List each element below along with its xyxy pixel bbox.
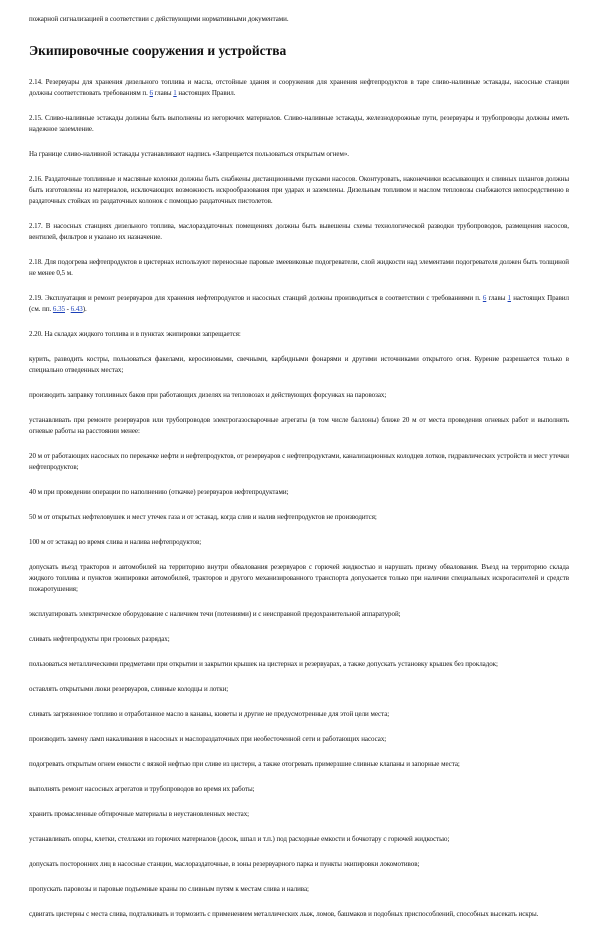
paragraph-2-20: 2.20. На складах жидкого топлива и в пунктах экипировки запрещается: <box>29 330 241 338</box>
paragraph-warning: На границе сливо-наливной эстакады устанавливают надпись «Запрещается пользоваться открытым огнем». <box>29 150 349 158</box>
paragraph-2-16: 2.16. Раздаточные топливные и масляные колонки должны быть снабжены дистанционными пусками насосов. Оконтуровать, наконечники всасывающих и сливных шлангов должны быть изготовлены из материалов, исключающих возможность искрообразования при ударах и заземлены. Дизельным топливом и маслом тепловозы снабжаются непосредственно в раздаточных стойках из раздаточных колонок с помощью раздаточных пистолетов. <box>29 175 569 205</box>
list-item: производить замену ламп накаливания в насосных и маслораздаточных при необесточенной сети и работающих насосах; <box>29 735 387 743</box>
list-item: пропускать паровозы и паровые подъемные краны по сливным путям к местам слива и налива; <box>29 885 309 893</box>
p-2-19-text-c: настоящих Правил (см. пп. <box>29 294 569 313</box>
list-item: выполнять ремонт насосных агрегатов и трубопроводов во время их работы; <box>29 785 255 793</box>
list-item: 50 м от открытых нефтеловушек и мест утечек газа и от эстакад, когда слив и налив нефтепродуктов не производится; <box>29 513 377 521</box>
list-item: оставлять открытыми люки резервуаров, сливные колодцы и лотки; <box>29 685 229 693</box>
paragraph-2-15: 2.15. Сливо-наливные эстакады должны быть выполнены из негорючих материалов. Сливо-наливные эстакады, железнодорожные пути, резервуары и трубопроводы должны иметь надежное заземление. <box>29 114 569 133</box>
link-item-6[interactable]: 6 <box>149 89 153 97</box>
p-2-14-text-a: 2.14. Резервуары для хранения дизельного топлива и масла, отстойные здания и сооружения для хранения нефтепродуктов в таре сливо-наливные эстакады, насосные станции должны соответствовать требованиям п. <box>29 78 569 97</box>
list-item: подогревать открытым огнем емкости с вязкой нефтью при сливе из цистерн, а также отогревать примерзшие сливные клапаны и запорные места; <box>29 760 460 768</box>
list-item: сливать загрязненное топливо и отработанное масло в канавы, кюветы и другие не предусмотренные для этой цели места; <box>29 710 390 718</box>
link-item-6[interactable]: 6 <box>482 294 487 302</box>
paragraph-2-17: 2.17. В насосных станциях дизельного топлива, маслораздаточных помещениях должны быть вывешены схемы технологической разводки трубопроводов, размещения насосов, вентилей, фильтров и указано их назначение. <box>29 222 569 241</box>
list-item: допускать въезд тракторов и автомобилей на территорию внутри обвалования резервуаров с горючей жидкостью и нарушать призму обвалования. Въезд на территорию склада жидкого топлива и пунктов экипировки автомобилей, тракторов и другого механизированного транспорта допускается только при наличии специальных искрогасителей и средств пожаротушения; <box>29 563 569 593</box>
list-item: пользоваться металлическими предметами при открытии и закрытии крышек на цистернах и резервуарах, а также допускать установку крышек без прокладок; <box>29 660 498 668</box>
p-2-19-text-b: главы <box>486 294 508 302</box>
p-2-19-text-a: 2.19. Эксплуатация и ремонт резервуаров для хранения нефтепродуктов и насосных станций должны производиться в соответствии с требованиями п. <box>29 294 483 302</box>
link-chapter-1[interactable]: 1 <box>507 294 511 302</box>
prohibitions-list <box>29 354 569 920</box>
document-page <box>29 14 569 934</box>
list-item: 100 м от эстакад во время слива и налива нефтепродуктов; <box>29 538 202 546</box>
list-item: устанавливать опоры, клетки, стеллажи из горючих материалов (досок, шпал и т.п.) под расходные емкости и бочкотару с горючей жидкостью; <box>29 835 450 843</box>
list-item: хранить промасленные обтирочные материалы в неустановленных местах; <box>29 810 250 818</box>
list-item: 20 м от работающих насосных по перекачке нефти и нефтепродуктов, от резервуаров с нефтепродуктами, канализационных колодцев лотков, гидравлических устройств и мест утечки нефтепродуктов; <box>29 452 569 471</box>
list-item: 40 м при проведении операции по наполнению (откачке) резервуаров нефтепродуктами; <box>29 488 289 496</box>
link-chapter-1[interactable]: 1 <box>173 89 177 97</box>
list-item: допускать посторонних лиц в насосные станции, маслораздаточные, в зоны резервуарного парка и пункты экипировки локомотивов; <box>29 860 420 868</box>
list-item: сливать нефтепродукты при грозовых разрядах; <box>29 635 170 643</box>
link-item-6-35[interactable]: 6.35 <box>52 305 65 313</box>
link-item-6-43[interactable]: 6.43 <box>70 305 83 313</box>
list-item: сдвигать цистерны с места слива, подталкивать и тормозить с применением металлических лыж, ломов, башмаков и подобных приспособлений, способных высекать искры. <box>29 910 539 918</box>
p-2-19-text-e: ). <box>82 305 87 313</box>
paragraph-2-19 <box>29 293 569 315</box>
p-2-19-text-d: - <box>64 305 71 313</box>
list-item: устанавливать при ремонте резервуаров или трубопроводов электрогазосварочные агрегаты (в том числе баллоны) ближе 20 м от места проведения огневых работ и выполнять огневые работы на расстоянии менее: <box>29 416 569 435</box>
section-title: Экипировочные сооружения и устройства <box>29 43 287 58</box>
list-item: курить, разводить костры, пользоваться факелами, керосиновыми, свечными, карбидными фонарями и другими источниками открытого огня. Курение разрешается только в специально отведенных местах; <box>29 355 569 374</box>
list-item: эксплуатировать электрическое оборудование с наличием течи (потениями) и с неисправной предохранительной аппаратурой; <box>29 610 401 618</box>
intro-line: пожарной сигнализацией в соответствии с действующими нормативными документами. <box>29 15 289 23</box>
p-2-14-text-c: настоящих Правил. <box>176 89 236 97</box>
p-2-14-text-b: главы <box>152 89 174 97</box>
list-item: производить заправку топливных баков при работающих дизелях на тепловозах и действующих форсунках на паровозах; <box>29 391 387 399</box>
paragraph-2-18: 2.18. Для подогрева нефтепродуктов в цистернах используют переносные паровые змеевиковые подогреватели, слой жидкости над элементами подогревателя должен быть толщиной не менее 0,5 м. <box>29 258 569 277</box>
paragraph-2-14 <box>29 77 569 99</box>
